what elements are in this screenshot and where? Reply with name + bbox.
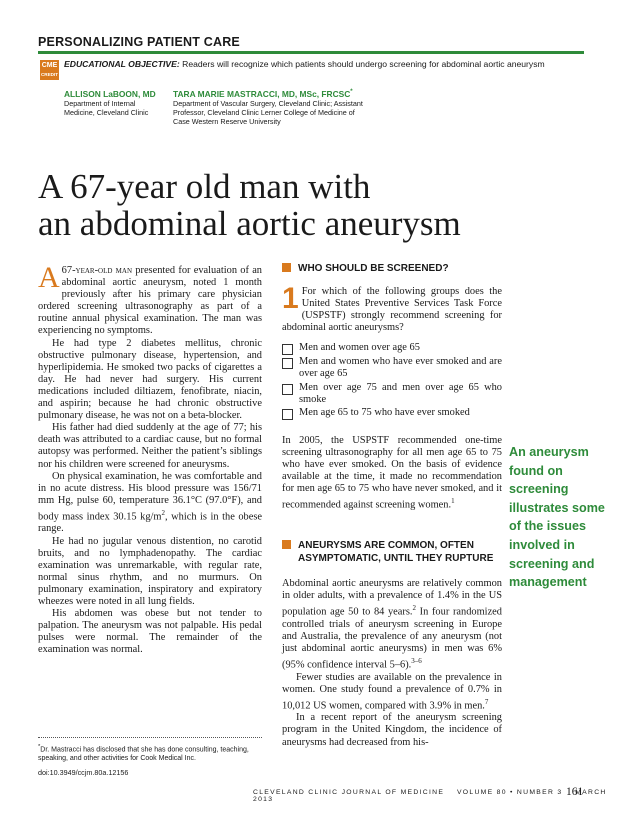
journal-volume: VOLUME 80 [456, 789, 507, 796]
cme-badge-line1: CME [41, 62, 58, 69]
reference-mark: 3–6 [411, 657, 422, 666]
paragraph-text: In four randomized controlled trials of aneurysm screening in Europe and Australia, the prevalence of any aneurysm (not just abdominal aortic aneurysms) in men was 6% (95% confidence interval 5–6). [282, 606, 502, 671]
footnote-text: Dr. Mastracci has disclosed that she has done consulting, teaching, speaking, and other activities for Cook Medical Inc. [38, 746, 249, 763]
checkbox[interactable] [282, 384, 293, 395]
educational-objective [64, 59, 584, 70]
author-affiliation: Department of Vascular Surgery, Cleveland Clinic; Assistant Professor, Cleveland Clinic Lerner College of Medicine of Case Western Reserve University [173, 99, 363, 126]
heading-bullet [282, 540, 291, 549]
heading-bullet [282, 263, 291, 272]
journal-name: CLEVELAND CLINIC JOURNAL OF MEDICINE [253, 789, 445, 796]
footnote [38, 743, 262, 763]
paragraph: His father had died suddenly at the age of 77; his death was attributed to a cardiac cause, but no formal autopsy was performed. Neither the patient’s siblings nor his children were screened for aneurysms. [38, 422, 262, 470]
paragraph: He had type 2 diabetes mellitus, chronic obstructive pulmonary disease, hypertension, and hyperlipidemia. He smoked two packs of cigarettes a day. He had never had surgery. His current medications included diltiazem, fenofibrate, niacin, and aspirin; because he had chronic obstructive pulmonary disease, he was not on a beta-blocker. [38, 337, 262, 422]
paragraph-text: On physical examination, he was comfortable and in no acute distress. His blood pressure was 156/71 mm Hg, pulse 60, temperature 36.1°C (97.0°F), and body mass index 30.15 kg/m [38, 470, 262, 523]
section-rule [38, 51, 584, 54]
author-1 [64, 89, 168, 117]
heading-line-1 [282, 540, 493, 553]
footnote-mark: * [38, 744, 41, 750]
option-label: Men and women over age 65 [299, 342, 420, 354]
question-heading [282, 263, 449, 274]
answer-option[interactable] [282, 356, 502, 380]
title-line-2: an abdominal aortic aneurysm [38, 204, 461, 243]
heading-line-2: ASYMPTOMATIC, UNTIL THEY RUPTURE [298, 552, 494, 564]
article-title [38, 168, 598, 242]
journal-number: NUMBER 3 [516, 789, 563, 796]
journal-footer [253, 789, 620, 803]
answer-option[interactable] [282, 342, 502, 355]
paragraph-text: presented for evaluation of an abdominal aortic aneurysm, noted 1 month previously after his primary care physician ordered screening ultrasonography as part of a routine annual physical examination. The man was experiencing no symptoms. [38, 265, 263, 337]
paragraph-text: Abdominal aortic aneurysms are relatively common in older adults, with a prevalence of 1.4% in the US population age 50 to 84 years. [282, 578, 502, 618]
objective-text: Readers will recognize which patients should undergo screening for abdominal aortic aneurysm [179, 59, 545, 69]
author-footnote-mark: * [350, 89, 353, 96]
section-title: PERSONALIZING PATIENT CARE [38, 35, 240, 49]
author-name-text: TARA MARIE MASTRACCI, MD, MSc, FRCSC [173, 89, 351, 99]
doi: doi:10.3949/ccjm.80a.12156 [38, 768, 129, 777]
paragraph [282, 578, 502, 672]
question-1-answer [282, 435, 502, 512]
paragraph [38, 261, 263, 338]
author-2 [173, 89, 363, 126]
answer-option[interactable] [282, 382, 502, 406]
checkbox[interactable] [282, 358, 293, 369]
answer-option[interactable] [282, 407, 502, 420]
question-text [282, 282, 502, 334]
question-1 [282, 282, 502, 421]
paragraph: His abdomen was obese but not tender to palpation. The aneurysm was not palpable. His pedal pulses were normal. The remainder of the examination was normal. [38, 608, 262, 656]
option-label: Men and women who have ever smoked and are over age 65 [299, 356, 502, 380]
option-label: Men age 65 to 75 who have ever smoked [299, 406, 470, 418]
section-2-heading [282, 540, 493, 565]
reference-mark: 7 [484, 697, 489, 706]
paragraph [282, 435, 502, 512]
paragraph [38, 471, 262, 536]
heading-text: ANEURYSMS ARE COMMON, OFTEN [298, 540, 474, 551]
question-text-body: For which of the following groups does the United States Preventive Services Task Force (USPSTF) strongly recommend screening for abdominal aortic aneurysms? [282, 286, 502, 334]
footnote-rule [38, 737, 262, 738]
checkbox[interactable] [282, 344, 293, 355]
author-name: ALLISON LaBOON, MD [64, 89, 156, 99]
case-presentation-column [38, 261, 263, 656]
section-2-body [282, 578, 502, 749]
pull-quote: An aneurysm found on screening illustrates some of the issues involved in screening and management [509, 445, 605, 590]
author-affiliation: Department of Internal Medicine, Cleveland Clinic [64, 99, 149, 117]
reference-mark: 2 [412, 604, 417, 613]
reference-mark: 1 [451, 497, 455, 506]
paragraph: In a recent report of the aneurysm screening program in the United Kingdom, the incidence of aneurysms had decreased from his- [282, 712, 502, 748]
superscript: 2 [161, 508, 165, 517]
paragraph-text: , which is in the obese range. [38, 511, 262, 535]
paragraph: He had no jugular venous distention, no carotid bruits, and no lymphadenopathy. The cardiac examination was unremarkable, with regular rate, normal sinus rhythm, and no murmurs. On pulmonary examination, inspiratory and expiratory wheezes were noted in all lung fields. [38, 535, 262, 607]
separator: • [510, 789, 514, 796]
lead-in: 67-year-old man [61, 265, 133, 276]
journal-date: MARCH 2013 [253, 789, 607, 803]
title-line-1: A 67-year old man with [38, 167, 371, 206]
page-number: 161 [566, 786, 584, 798]
question-heading-text: WHO SHOULD BE SCREENED? [298, 263, 449, 274]
objective-label: EDUCATIONAL OBJECTIVE: [64, 59, 180, 69]
author-name [173, 89, 363, 99]
checkbox[interactable] [282, 409, 293, 420]
paragraph-text: In 2005, the USPSTF recommended one-time screening ultrasonography for all men age 65 to 75 who have ever smoked. On the basis of evidence available at the time, it made no recommendation for men age 65 to 75 who have never smoked, and it recommended against screening women. [282, 435, 502, 511]
question-number: 1 [282, 282, 299, 315]
option-label: Men over age 75 and men over age 65 who smoke [299, 381, 502, 405]
paragraph-text: Fewer studies are available on the prevalence in women. One study found a prevalence of 0.7% in 10,012 US women, compared with 3.9% in men. [282, 671, 502, 712]
cme-credit-badge [40, 60, 59, 80]
cme-badge-line2: CREDIT [40, 72, 59, 77]
paragraph [282, 672, 502, 713]
drop-cap: A [38, 261, 60, 294]
